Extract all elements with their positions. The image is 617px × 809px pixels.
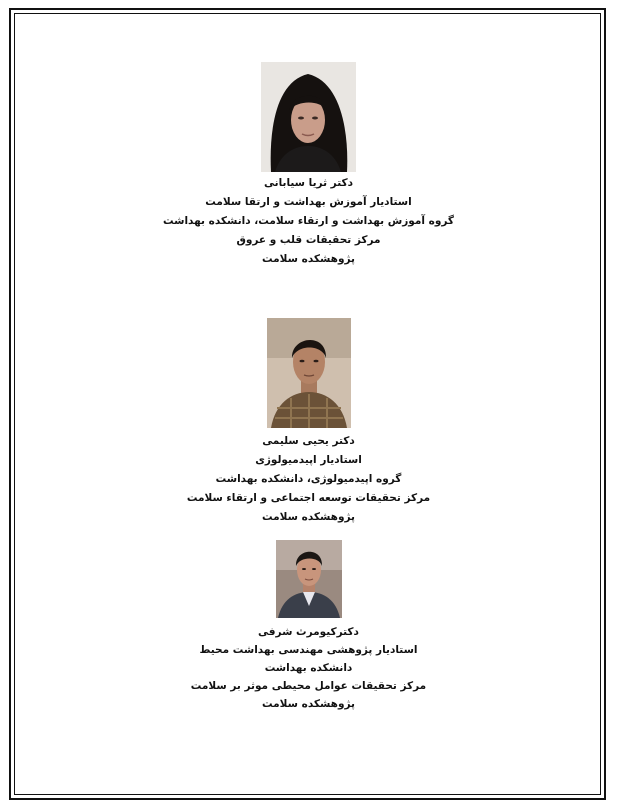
- profile-institute: پژوهشکده سلامت: [262, 511, 355, 523]
- profile-research-center: مرکز تحقیقات قلب و عروق: [236, 234, 381, 246]
- profile-institute: پژوهشکده سلامت: [262, 698, 355, 710]
- profile-title: استادیار آموزش بهداشت و ارتقا سلامت: [205, 196, 412, 208]
- profile-photo: [276, 540, 342, 618]
- portrait-man-image: [276, 540, 342, 618]
- profile-institute: پژوهشکده سلامت: [262, 253, 355, 265]
- faculty-profile-3: [0, 540, 617, 713]
- faculty-profile-1: [0, 62, 617, 269]
- profile-department: گروه اپیدمیولوژی، دانشکده بهداشت: [215, 473, 402, 485]
- profile-research-center: مرکز تحقیقات توسعه اجتماعی و ارتقاء سلامت: [186, 492, 431, 504]
- profile-title: استادیار اپیدمیولوژی: [255, 454, 362, 466]
- profile-department: گروه آموزش بهداشت و ارتقاء سلامت، دانشکده بهداشت: [163, 215, 454, 227]
- portrait-man-image: [267, 318, 351, 428]
- profile-photo: [261, 62, 356, 172]
- profile-name: دکترکیومرث شرفی: [258, 626, 359, 638]
- profile-faculty: دانشکده بهداشت: [264, 662, 353, 674]
- faculty-profile-2: [0, 318, 617, 527]
- profile-name: دکتر ثریا سیابانی: [264, 177, 353, 189]
- profile-research-center: مرکز تحقیقات عوامل محیطی موثر بر سلامت: [190, 680, 427, 692]
- profile-photo: [267, 318, 351, 428]
- profile-title: استادیار پژوهشی مهندسی بهداشت محیط: [199, 644, 418, 656]
- profile-name: دکتر یحیی سلیمی: [262, 435, 355, 447]
- portrait-woman-image: [261, 62, 356, 172]
